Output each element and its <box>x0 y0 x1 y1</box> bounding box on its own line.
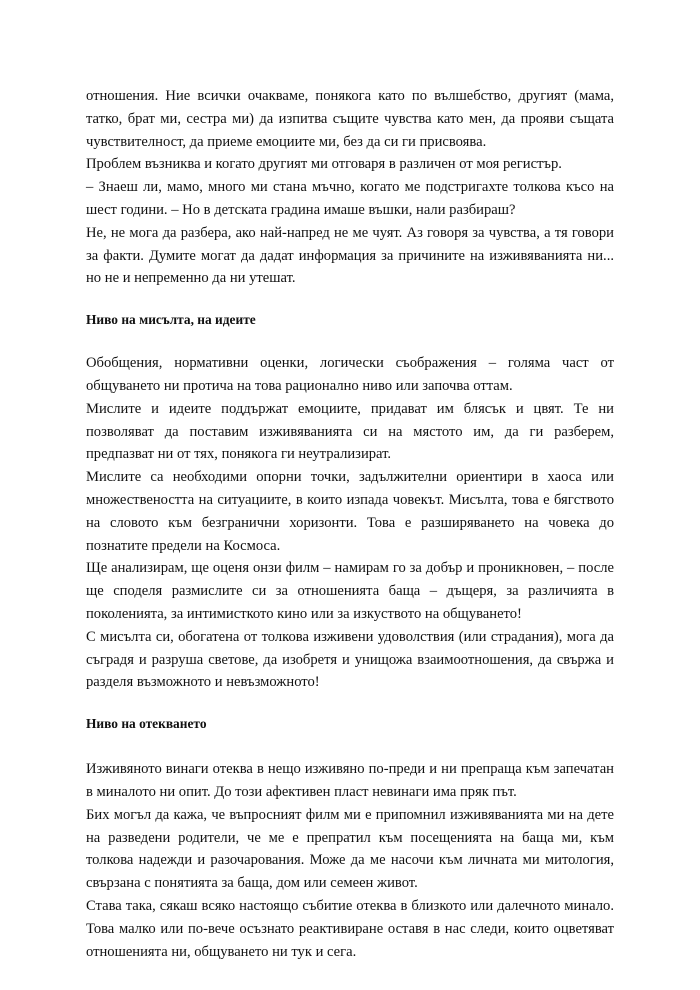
paragraph: Става така, сякаш всяко настоящо събитие отеква в близкото или далечното минало. Това малко или по-вече осъзнато реактивиране оставя в нас следи, които оцветяват отношенията ни, общуването ни тук и сега. <box>86 897 614 960</box>
paragraph: Проблем възниква и когато другият ми отговаря в различен от моя регистър. <box>86 156 562 173</box>
paragraph: Обобщения, нормативни оценки, логически съображения – голяма част от общуването ни протича на това рационално ниво или започва оттам. <box>86 355 614 394</box>
paragraph: Изживяното винаги отеква в нещо изживяно по-преди и ни препраща към запечатан в миналото ни опит. До този афективен пласт невинаги има пряк път. <box>86 761 614 800</box>
dialogue-paragraph: – Знаеш ли, мамо, много ми стана мъчно, когато ме подстригахте толкова късо на шест години. – Но в детската градина имаше въшки, нали разбираш? <box>86 179 614 218</box>
paragraph: отношения. Ние всички очакваме, понякога като по вълшебство, другият (мама, татко, брат ми, сестра ми) да изпитва същите чувства като мен, да прояви същата чувствителност, да приеме емоциите ми, без да си ги присвоява. <box>86 88 614 150</box>
paragraph: Не, не мога да разбера, ако най-напред не ме чуят. Аз говоря за чувства, а тя говори за факти. Думите могат да дадат информация за причините на изживяванията ни... но не и непременно да ни утешат. <box>86 224 614 287</box>
paragraph: Мислите са необходими опорни точки, задължителни ориентири в хаоса или множествеността на ситуациите, в които изпада човекът. Мисълта, това е бягството на словото към безгранични хоризонти. Това е разширяването на човека до познатите предели на Космоса. <box>86 469 614 554</box>
section-heading-thought: Ниво на мисълта, на идеите <box>86 312 256 328</box>
paragraph: С мисълта си, обогатена от толкова изживени удоволствия (или страдания), мога да съградя и разруша светове, да изобретя и унищожа взаимоотношения, да свържа и разделя възможното и невъзможното! <box>86 628 614 691</box>
section-heading-resonance: Ниво на отекването <box>86 716 207 732</box>
paragraph: Мислите и идеите поддържат емоциите, придават им блясък и цвят. Те ни позволяват да поставим изживяванията си на мястото им, да ги разберем, предпазват ни от тях, понякога ги неутрализират. <box>86 400 614 463</box>
paragraph: Ще анализирам, ще оценя онзи филм – намирам го за добър и проникновен, – после ще споделя размислите си за отношенията баща – дъщеря, за различията в поколенията, за интимисткото кино или за изкуството на общуването! <box>86 560 614 622</box>
paragraph: Бих могъл да кажа, че въпросният филм ми е припомнил изживяванията ми на дете на разведени родители, че ме е препратил към посещенията на баща ми, към толкова надежди и разочарования. Може да ме насочи към личната ми митология, свързана с понятията за баща, дом или семеен живот. <box>86 806 614 892</box>
